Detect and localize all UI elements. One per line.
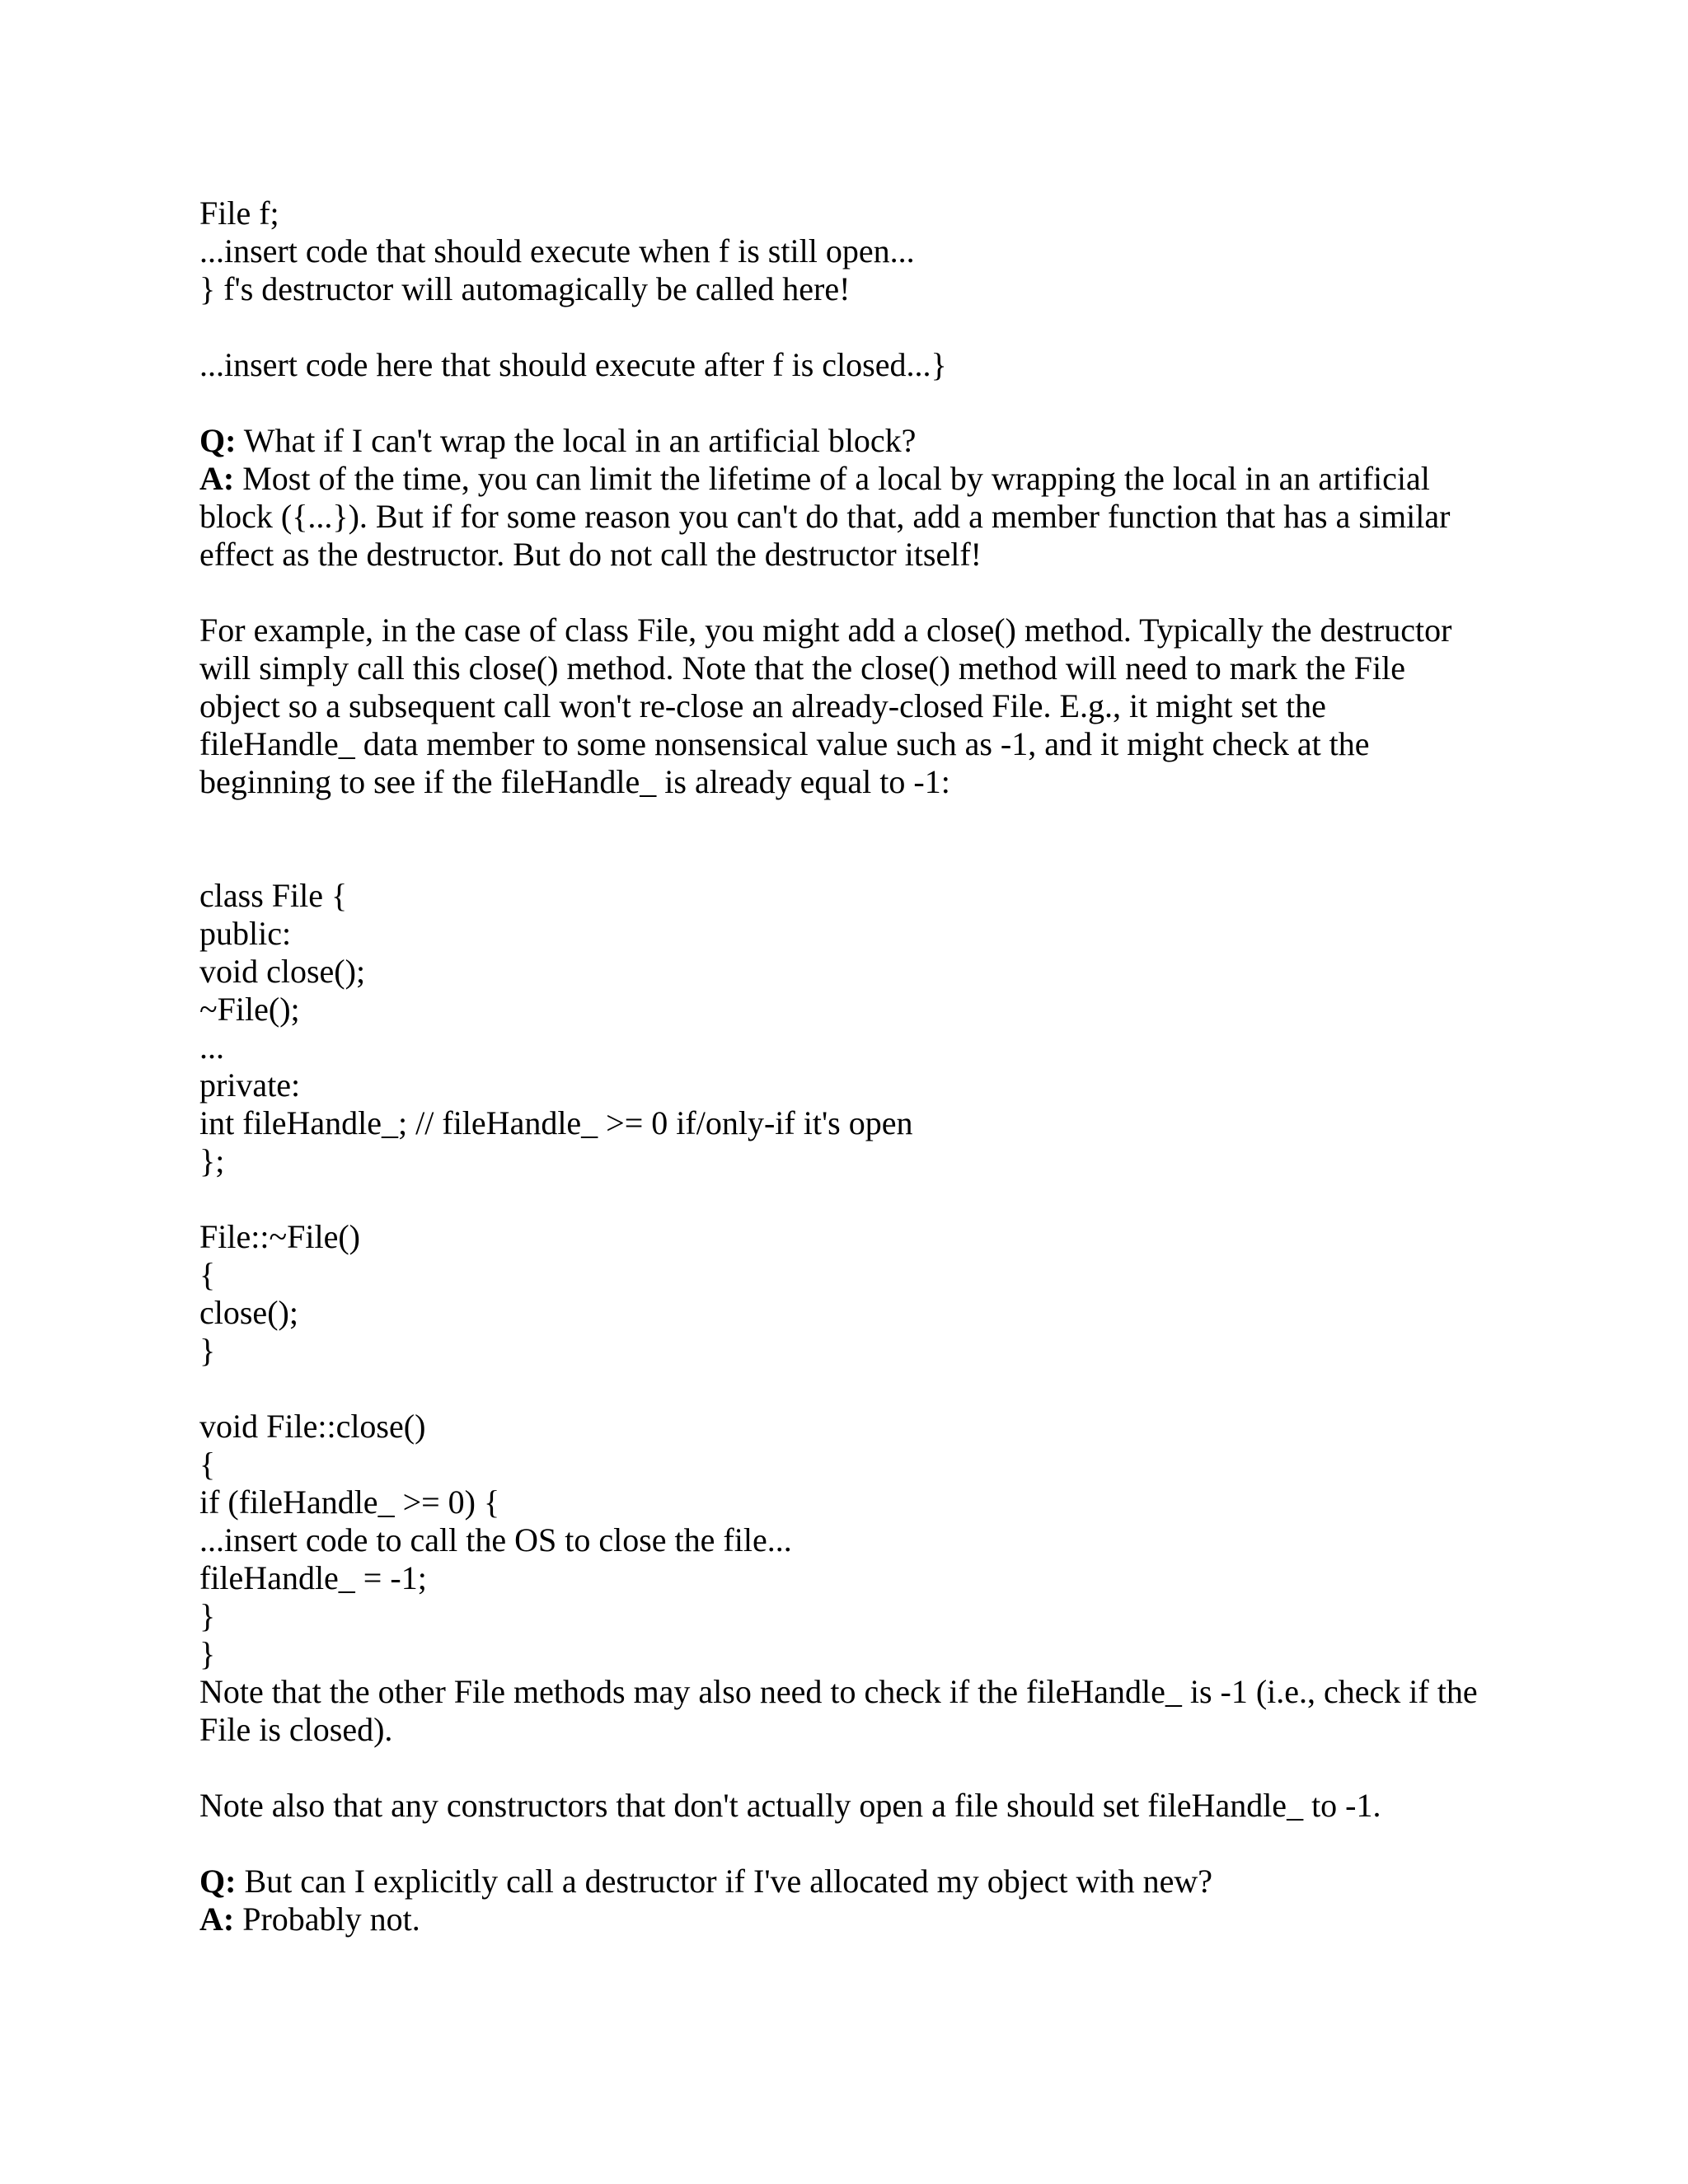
code-line: }: [199, 1597, 216, 1634]
code-line: ...insert code that should execute when f is still open...: [199, 232, 915, 269]
example-paragraph: [199, 612, 1502, 801]
question-text: But can I explicitly call a destructor if I've allocated my object with new?: [236, 1863, 1212, 1900]
code-line: void File::close(): [199, 1408, 426, 1445]
question-label: Q:: [199, 1863, 237, 1900]
qa-block-artificial-block: [199, 422, 1502, 574]
code-line: ~File();: [199, 991, 300, 1028]
paragraph-line: will simply call this close() method. Note that the close() method will need to mark the File: [199, 649, 1406, 687]
code-line: if (fileHandle_ >= 0) {: [199, 1483, 500, 1521]
code-class-file: [199, 877, 1502, 1180]
question-text: What if I can't wrap the local in an artificial block?: [236, 422, 917, 459]
code-line: close();: [199, 1294, 298, 1331]
answer-text-line: block ({...}). But if for some reason you can't do that, add a member function that has a similar: [199, 498, 1451, 535]
code-line: int fileHandle_; // fileHandle_ >= 0 if/only-if it's open: [199, 1104, 913, 1141]
code-line: ...: [199, 1029, 224, 1066]
answer-line: [199, 1900, 1502, 1938]
code-line: File::~File(): [199, 1218, 360, 1255]
paragraph-line: fileHandle_ data member to some nonsensical value such as -1, and it might check at the: [199, 725, 1370, 762]
paragraph-line: For example, in the case of class File, you might add a close() method. Typically the destructor: [199, 612, 1452, 649]
code-line: {: [199, 1256, 216, 1293]
question-line: [199, 1863, 1502, 1900]
code-snippet-local-block: [199, 194, 1502, 308]
code-line: public:: [199, 915, 292, 952]
code-line: class File {: [199, 877, 348, 914]
answer-label: A:: [199, 1900, 235, 1938]
code-line: };: [199, 1142, 225, 1179]
answer-text-line: effect as the destructor. But do not call the destructor itself!: [199, 536, 982, 573]
question-line: [199, 422, 1502, 460]
question-label: Q:: [199, 422, 237, 459]
code-line: }: [199, 1635, 216, 1672]
code-line: }: [199, 1332, 216, 1369]
code-line: ...insert code to call the OS to close the file...: [199, 1521, 792, 1558]
note-constructors: Note also that any constructors that don't actually open a file should set fileHandle_ to -1.: [199, 1787, 1381, 1824]
page-content: [199, 194, 1502, 1938]
code-line: File f;: [199, 194, 279, 232]
code-line: fileHandle_ = -1;: [199, 1559, 427, 1596]
paragraph-line: object so a subsequent call won't re-close an already-closed File. E.g., it might set the: [199, 687, 1326, 724]
code-line: } f's destructor will automagically be called here!: [199, 270, 851, 307]
answer-line: [199, 460, 1502, 498]
qa-block-explicit-destructor: [199, 1863, 1502, 1938]
answer-text: Probably not.: [234, 1900, 420, 1938]
paragraph-line: Note that the other File methods may also need to check if the fileHandle_ is -1 (i.e., check if the: [199, 1673, 1478, 1710]
answer-text: Most of the time, you can limit the lifetime of a local by wrapping the local in an artificial: [234, 460, 1430, 497]
note-other-methods: [199, 1673, 1502, 1749]
code-close-method: [199, 1408, 1502, 1673]
code-line: void close();: [199, 953, 366, 990]
code-line: {: [199, 1446, 216, 1483]
paragraph-line: beginning to see if the fileHandle_ is already equal to -1:: [199, 763, 950, 800]
code-destructor: [199, 1218, 1502, 1370]
code-line-after-closed: ...insert code here that should execute after f is closed...}: [199, 346, 947, 383]
answer-label: A:: [199, 460, 235, 497]
paragraph-line: File is closed).: [199, 1711, 393, 1748]
code-line: private:: [199, 1066, 301, 1104]
